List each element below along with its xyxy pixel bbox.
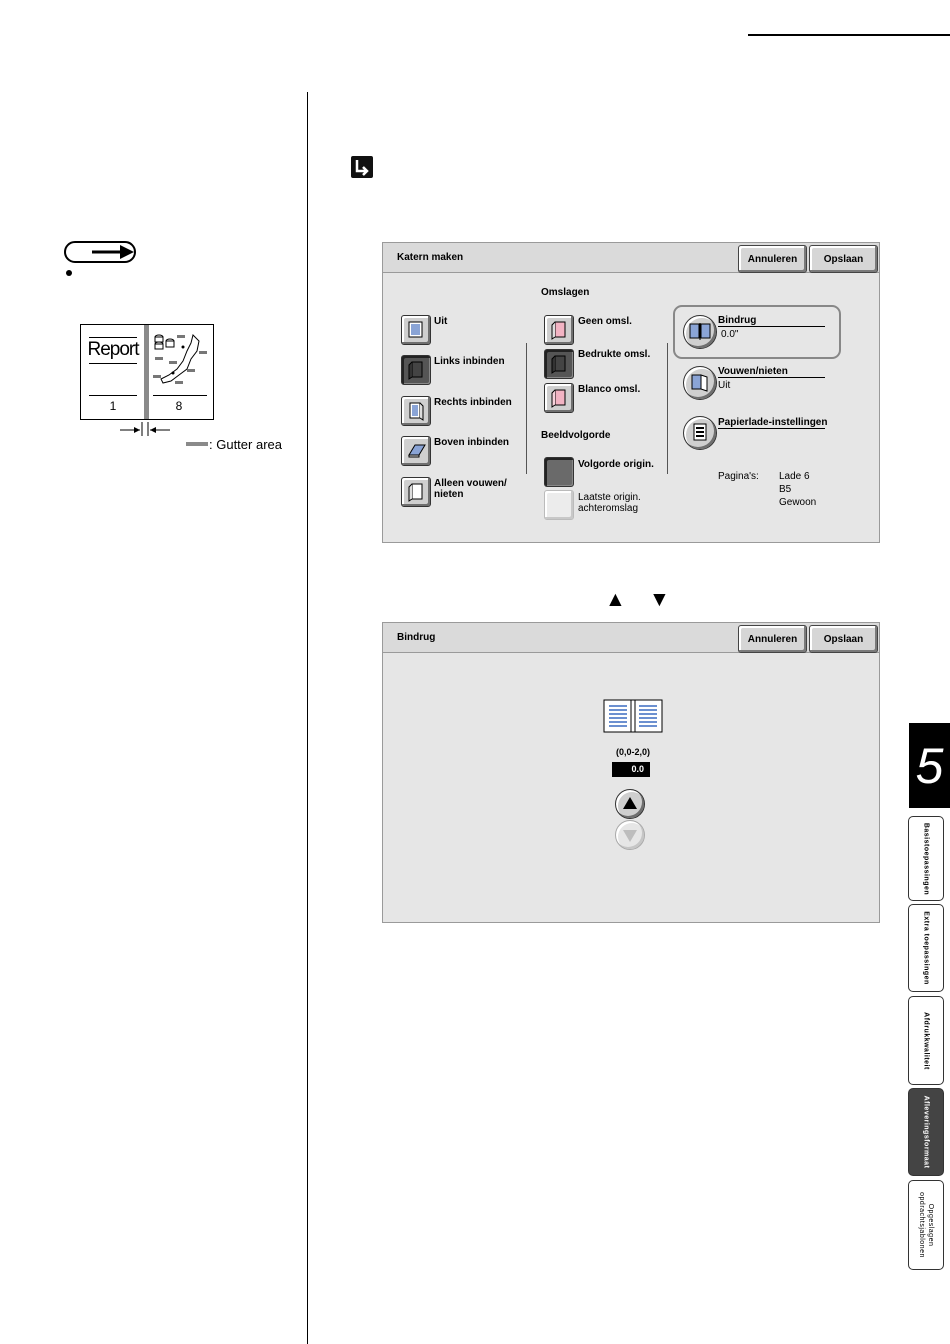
binding-right-label: Rechts inbinden (434, 397, 512, 408)
off-page-icon (407, 320, 425, 340)
note-bullet (66, 270, 72, 276)
original-order-label: Volgorde origin. (578, 459, 654, 470)
chapter-number-tab: 5 (909, 723, 950, 808)
no-cover-button[interactable] (544, 315, 574, 345)
side-tab-label: Basistoepassingen (922, 822, 930, 895)
side-tab-label: Opgeslagen opdrachtsjablonen (918, 1192, 934, 1258)
step-icon (351, 156, 373, 178)
column-divider (307, 92, 308, 1344)
printed-cover-label: Bedrukte omsl. (578, 349, 651, 360)
gutter-legend-swatch (186, 442, 208, 446)
binding-top-label: Boven inbinden (434, 437, 509, 448)
pages-type: Gewoon (779, 497, 817, 508)
gutter-area (144, 325, 149, 419)
fold-only-label: Alleen vouwen/ nieten (434, 478, 507, 500)
left-page-number: 1 (109, 399, 117, 413)
gutter-legend-text: : Gutter area (209, 437, 282, 452)
bindrug-value: 0.0" (721, 329, 739, 340)
bindrug-screen (382, 622, 880, 923)
side-tab-opgeslagen-opdrachtsjablonen[interactable] (908, 1180, 944, 1270)
open-book-gutter-icon (603, 699, 663, 733)
column-separator (526, 343, 527, 474)
paper-tray-icon (689, 423, 711, 443)
no-cover-label: Geen omsl. (578, 316, 632, 327)
side-tab-label: Extra toepassingen (922, 911, 930, 985)
covers-heading: Omslagen (541, 287, 590, 298)
cancel-button[interactable]: Annuleren (738, 245, 807, 273)
screen-title: Katern maken (397, 252, 464, 263)
bindrug-button[interactable] (683, 315, 717, 349)
fold-staple-label: Vouwen/nieten (718, 366, 788, 377)
right-page-number: 8 (175, 399, 183, 413)
gutter-book-icon (689, 322, 711, 342)
binding-right-button[interactable] (401, 396, 431, 426)
side-tab-basistoepassingen[interactable] (908, 816, 944, 901)
gutter-width-arrows-icon (118, 422, 174, 438)
bindrug-label: Bindrug (718, 315, 757, 326)
underline (718, 428, 825, 429)
increase-button[interactable] (615, 789, 645, 819)
no-cover-icon (550, 320, 568, 340)
printed-cover-icon (550, 354, 568, 374)
right-binding-icon (407, 401, 425, 421)
pages-size: B5 (779, 484, 792, 495)
underline (718, 377, 825, 378)
fold-staple-icon (689, 373, 711, 393)
binding-left-button[interactable] (401, 355, 431, 385)
side-tab-label: Afleveringsformaat (922, 1095, 930, 1169)
binding-left-label: Links inbinden (434, 356, 505, 367)
side-tab-label: Afdrukkwaliteit (922, 1011, 930, 1070)
fold-only-icon (407, 482, 425, 502)
side-tab-afleveringsformaat[interactable] (908, 1088, 944, 1176)
pages-label: Pagina's: (718, 471, 759, 482)
original-order-button[interactable] (544, 457, 574, 487)
top-binding-icon (407, 441, 427, 461)
side-tab-afdrukkwaliteit[interactable] (908, 996, 944, 1085)
side-tab-extra-toepassingen[interactable] (908, 904, 944, 992)
up-triangle-icon (616, 790, 644, 818)
blank-cover-button[interactable] (544, 383, 574, 413)
cancel-button[interactable]: Annuleren (738, 625, 807, 653)
down-arrow-glyph: ▼ (649, 588, 670, 611)
last-original-back-cover-label: Laatste origin. achteromslag (578, 492, 641, 514)
bindrug-value-field[interactable]: 0.0 (612, 762, 650, 777)
report-title: Report (87, 339, 139, 360)
binding-off-button[interactable] (401, 315, 431, 345)
fold-staple-value: Uit (718, 380, 731, 391)
decrease-button[interactable] (615, 820, 645, 850)
screen-title: Bindrug (397, 632, 436, 643)
printed-cover-button[interactable] (544, 349, 574, 379)
booklet-screen (382, 242, 880, 543)
binding-off-label: Uit (434, 316, 448, 327)
bindrug-range: (0,0-2,0) (615, 747, 650, 757)
blank-cover-label: Blanco omsl. (578, 384, 641, 395)
down-triangle-icon (616, 821, 644, 849)
save-button[interactable]: Opslaan (809, 245, 878, 273)
note-arrow-icon (64, 240, 138, 266)
fold-staple-button[interactable] (683, 366, 717, 400)
image-order-heading: Beeldvolgorde (541, 430, 611, 441)
save-button[interactable]: Opslaan (809, 625, 878, 653)
header-rule (748, 34, 950, 36)
pages-tray: Lade 6 (779, 471, 810, 482)
fold-only-button[interactable] (401, 477, 431, 507)
binding-top-button[interactable] (401, 436, 431, 466)
last-original-back-cover-button[interactable] (544, 490, 574, 520)
map-chart-icon (153, 331, 209, 391)
left-binding-icon (407, 360, 425, 380)
up-arrow-glyph: ▲ (605, 588, 626, 611)
paper-tray-button[interactable] (683, 416, 717, 450)
blank-cover-icon (550, 388, 568, 408)
paper-tray-label: Papierlade-instellingen (718, 417, 828, 428)
column-separator (667, 343, 668, 474)
book-illustration (80, 324, 214, 420)
underline (718, 326, 825, 327)
